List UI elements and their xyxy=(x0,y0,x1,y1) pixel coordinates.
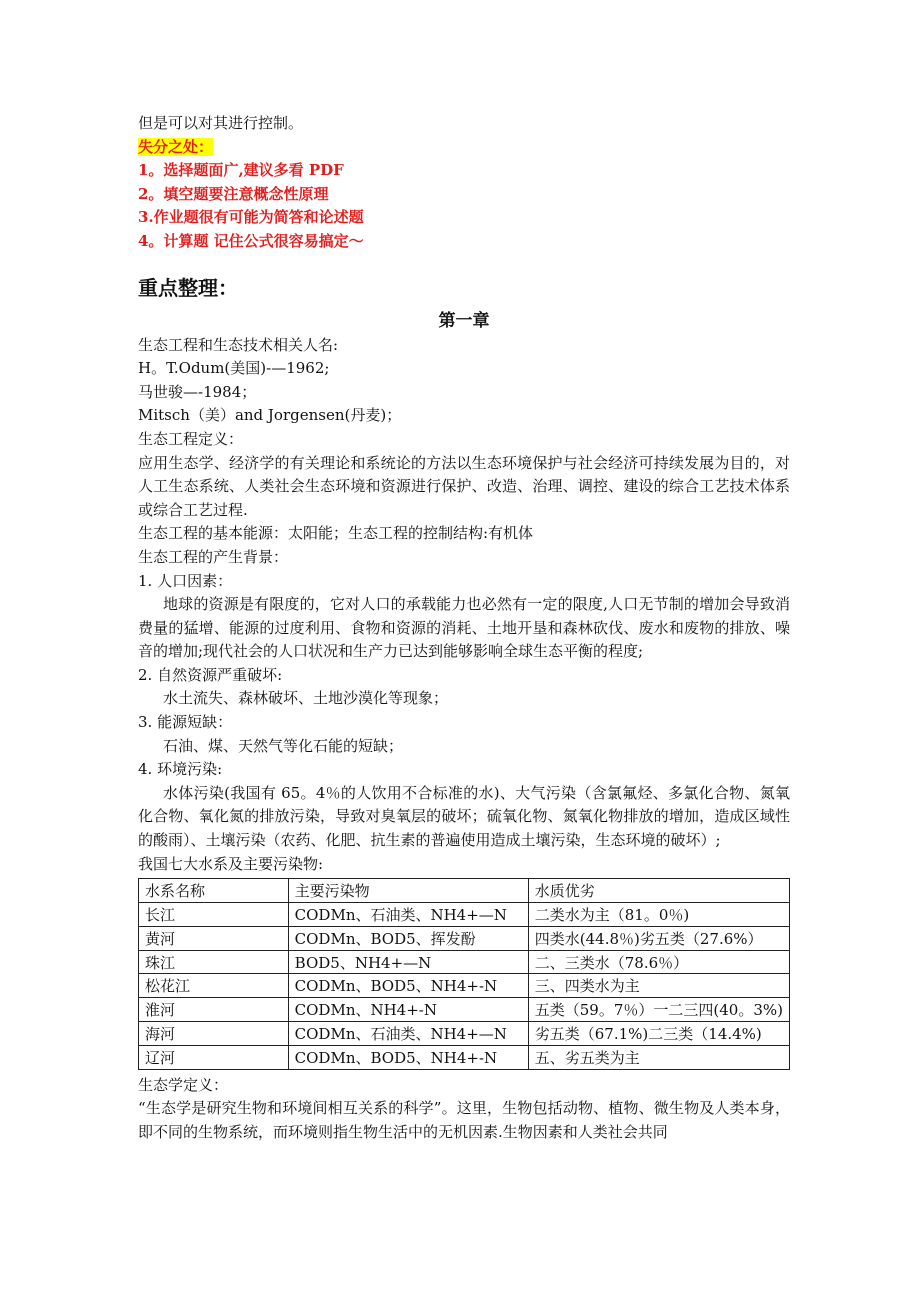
table-cell: CODMn、石油类、NH4+—N xyxy=(288,1022,528,1046)
definition-title: 生态工程定义： xyxy=(138,429,244,448)
factor-heading: 2. 自然资源严重破坏: xyxy=(138,665,283,684)
table-cell: 五类（59。7％）一二三四(40。3%) xyxy=(528,998,789,1022)
table-cell: 辽河 xyxy=(139,1045,289,1069)
definition-text: 应用生态学、经济学的有关理论和系统论的方法以生态环境保护与社会经济可持续发展为目的，对人工生态系统、人类社会生态环境和资源进行保护、改造、治理、调控、建设的综合工艺技术体系或综合工艺过程. xyxy=(138,453,790,519)
table-cell: CODMn、BOD5、NH4+-N xyxy=(288,1045,528,1069)
table-cell: 二类水为主（81。0％) xyxy=(528,903,789,927)
table-row xyxy=(139,1045,790,1069)
table-header-cell: 主要污染物 xyxy=(288,879,528,903)
table-cell: 长江 xyxy=(139,903,289,927)
lost-point-item: 2。填空题要注意概念性原理 xyxy=(138,184,329,203)
factor-text: 水体污染(我国有 65。4％的人饮用不合标准的水)、大气污染（含氯氟烃、多氯化合物、氮氧化合物、氧化氮的排放污染，导致对臭氧层的破坏；硫氧化物、氮氧化物排放的增加，造成区域性的酸雨）、土壤污染（农药、化肥、抗生素的普遍使用造成土壤污染，生态环境的破坏）; xyxy=(138,783,790,850)
factor-heading: 3. 能源短缺： xyxy=(138,713,233,732)
table-row xyxy=(139,998,790,1022)
table-row xyxy=(139,926,790,950)
table-header-cell: 水质优劣 xyxy=(528,879,789,903)
table-cell: BOD5、NH4+—N xyxy=(288,950,528,974)
table-cell: CODMn、BOD5、挥发酚 xyxy=(288,926,528,950)
factor-text: 地球的资源是有限度的，它对人口的承载能力也必然有一定的限度,人口无节制的增加会导致消费量的猛增、能源的过度利用、食物和资源的消耗、土地开垦和森林砍伐、废水和废物的排放、噪音的增加;现代社会的人口状况和生产力已达到能够影响全球生态平衡的程度; xyxy=(138,595,790,661)
ecology-title: 生态学定义： xyxy=(138,1075,229,1094)
table-cell: 松花江 xyxy=(139,974,289,998)
table-header-cell: 水系名称 xyxy=(139,879,289,903)
intro-text: 但是可以对其进行控制。 xyxy=(138,114,304,132)
table-cell: 珠江 xyxy=(139,950,289,974)
lost-point-item: 3.作业题很有可能为简答和论述题 xyxy=(138,208,364,227)
table-cell: 五、劣五类为主 xyxy=(528,1045,789,1069)
table-cell: 淮河 xyxy=(139,998,289,1022)
table-cell: 黄河 xyxy=(139,926,289,950)
table-row xyxy=(139,1022,790,1046)
chapter-title: 第一章 xyxy=(438,310,490,331)
table-title: 我国七大水系及主要污染物: xyxy=(138,854,324,873)
people-title: 生态工程和生态技术相关人名: xyxy=(138,335,339,354)
table-cell: CODMn、石油类、NH4+—N xyxy=(288,903,528,927)
table-cell: 四类水(44.8％)劣五类（27.6%） xyxy=(528,926,789,950)
table-cell: 二、三类水（78.6％） xyxy=(528,950,789,974)
person-entry: Mitsch（美）and Jorgensen(丹麦)； xyxy=(138,406,402,425)
factor-text: 石油、煤、天然气等化石能的短缺； xyxy=(163,736,404,755)
lost-points-title-text: 失分之处： xyxy=(138,137,214,156)
section-title: 重点整理： xyxy=(138,275,238,300)
table-row xyxy=(139,974,790,998)
background-title: 生态工程的产生背景： xyxy=(138,547,289,566)
lost-point-item: 1。选择题面广,建议多看 PDF xyxy=(138,161,344,180)
energy-line: 生态工程的基本能源：太阳能；生态工程的控制结构:有机体 xyxy=(138,524,534,543)
person-entry: H。T.Odum(美国)-—1962; xyxy=(138,359,330,378)
table-cell: CODMn、BOD5、NH4+-N xyxy=(288,974,528,998)
table-row xyxy=(139,903,790,927)
table-header-row xyxy=(139,879,790,903)
lost-point-item: 4。计算题 记住公式很容易搞定～ xyxy=(138,231,364,250)
table-cell: 劣五类（67.1%)二三类（14.4%) xyxy=(528,1022,789,1046)
person-entry: 马世骏—-1984； xyxy=(138,382,257,401)
table-cell: CODMn、NH4+-N xyxy=(288,998,528,1022)
table-cell: 三、四类水为主 xyxy=(528,974,789,998)
factor-heading: 1. 人口因素： xyxy=(138,571,233,590)
factor-text: 水土流失、森林破坏、土地沙漠化等现象； xyxy=(163,689,449,708)
table-row xyxy=(139,950,790,974)
ecology-text: “生态学是研究生物和环境间相互关系的科学”。这里，生物包括动物、植物、微生物及人类本身，即不同的生物系统，而环境则指生物生活中的无机因素.生物因素和人类社会共同 xyxy=(138,1099,790,1141)
factor-heading: 4. 环境污染: xyxy=(138,760,223,779)
lost-points-title xyxy=(138,136,790,160)
table-cell: 海河 xyxy=(139,1022,289,1046)
water-systems-table xyxy=(138,878,790,1069)
document-page xyxy=(138,112,790,1144)
